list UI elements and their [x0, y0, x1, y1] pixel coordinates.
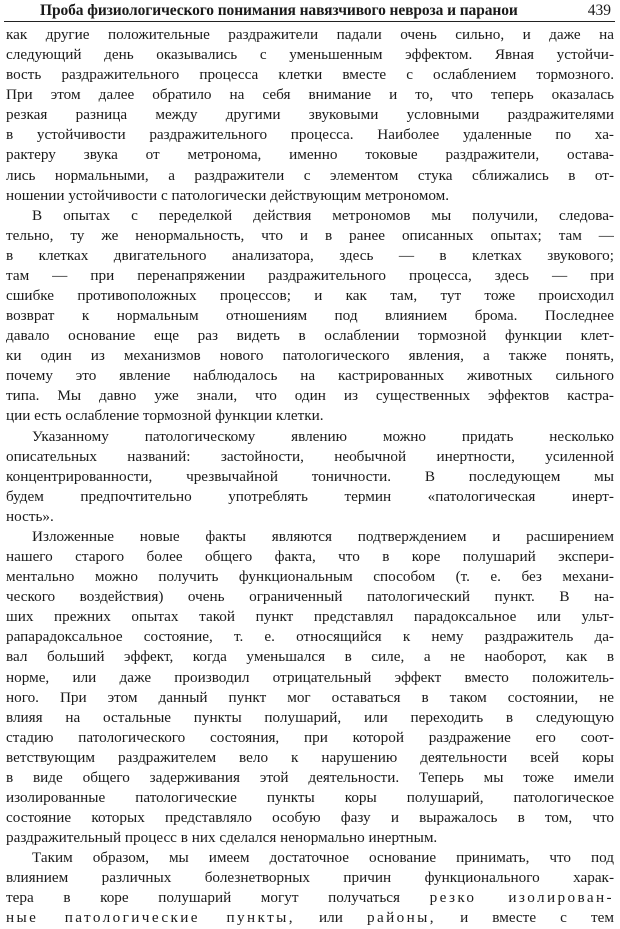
body-text — [6, 25, 614, 929]
text-line: типа. Мы давно уже знали, что один из существенных эффектов кастра- — [6, 387, 614, 405]
text-line: ного. При этом данный пункт мог оставаться в таком состоянии, не — [6, 688, 614, 706]
text-line: Таким образом, мы имеем достаточное основание принимать, что под — [32, 849, 614, 867]
text-line-final-2 — [6, 908, 614, 928]
text-line: описательных названий: застойности, необычной инертности, усиленной — [6, 447, 614, 465]
running-title: Проба физиологического понимания навязчивого невроза и паранои — [40, 2, 518, 19]
text-line-final — [6, 888, 614, 908]
text-line: резкая разница между другими звуковыми условными раздражителями — [6, 106, 614, 124]
text-line: как другие положительные раздражители падали очень сильно, и даже на — [6, 26, 614, 43]
text-line: вость раздражительного процесса клетки вместе с ослаблением тормозного. — [6, 66, 614, 84]
text-line: следующий день оказывались с уменьшенным эффектом. Явная устойчи- — [6, 46, 614, 64]
text-line: возврат к нормальным отношениям под влиянием брома. Последнее — [6, 307, 614, 325]
text-line: рактеру звука от метронома, именно токовые раздражители, остава- — [6, 146, 614, 164]
text-line: ших прежних опытах такой пункт представлял парадоксальное или ульт- — [6, 608, 614, 626]
text-line: Указанному патологическому явлению можно придать несколько — [32, 427, 614, 445]
text-run: и вместе с тем — [435, 909, 614, 927]
text-line: там — при перенапряжении раздражительного процесса, здесь — при — [6, 266, 614, 284]
page-number: 439 — [587, 2, 611, 19]
text-line: При этом далее обратило на себя внимание и то, что теперь оказалась — [6, 86, 614, 104]
text-line: влияя на остальные пункты полушарий, или переходить в следующую — [6, 708, 614, 726]
text-line: ность». — [6, 507, 54, 525]
text-line: В опытах с переделкой действия метрономов мы получили, следова- — [32, 206, 614, 224]
text-line: тельно, ту же ненормальность, что и в ранее описанных опытах; там — — [6, 226, 614, 244]
text-run: тера в коре полушарий могут получаться — [6, 889, 430, 907]
text-line: нашего старого более общего факта, что в коре полушарий экспери- — [6, 548, 614, 566]
text-line: норме, или даже производил отрицательный эффект вместо положитель- — [6, 668, 614, 686]
emphasis-spaced: районы, — [366, 909, 436, 927]
text-line: ческого воздействия) очень ограниченный патологический пункт. В на- — [6, 588, 614, 606]
text-line: ношении устойчивости с патологически действующим метрономом. — [6, 186, 450, 204]
text-line: концентрированности, чрезвычайной тоничности. В последующем мы — [6, 467, 614, 485]
text-line: ментально можно получить функциональным способом (т. е. без механи- — [6, 568, 614, 586]
text-line: давало основание еще раз видеть в ослаблении тормозной функции клет- — [6, 327, 614, 345]
text-line: в клетках двигательного анализатора, здесь — в клетках звукового; — [6, 246, 614, 264]
page-header — [0, 0, 620, 20]
emphasis-spaced: резко изолирован- — [429, 889, 614, 907]
text-line: почему это явление наблюдалось на кастрированных животных сильного — [6, 367, 614, 385]
text-line: Изложенные новые факты являются подтверждением и расширением — [32, 527, 614, 545]
text-line: ветствующим раздражителем вело к нарушению деятельности всей коры — [6, 748, 614, 766]
text-line: изолированные патологические пункты коры полушарий, патологическое — [6, 788, 614, 806]
text-line: сшибке противоположных процессов; и как там, тут тоже происходил — [6, 287, 614, 305]
text-line: будем предпочтительно употреблять термин «патологическая инерт- — [6, 487, 614, 505]
text-line: вал больший эффект, когда уменьшался в силе, а не наоборот, как в — [6, 648, 614, 666]
text-run: или — [294, 909, 367, 927]
text-line: ции есть ослабление тормозной функции клетки. — [6, 407, 324, 425]
text-line: рапарадоксальное состояние, т. е. относящийся к нему раздражитель да- — [6, 628, 614, 646]
text-line: раздражительный процесс в них сделался ненормально инертным. — [6, 829, 438, 847]
text-line: ки один из механизмов нового патологического явления, а также понять, — [6, 347, 614, 365]
text-line: стадию патологического состояния, при которой раздражение его соот- — [6, 728, 614, 746]
text-line: в виде общего задерживания этой деятельности. Теперь мы тоже имели — [6, 768, 614, 786]
text-line: в устойчивости раздражительного процесса. Наиболее удаленные по ха- — [6, 126, 614, 144]
text-line: влиянием различных болезнетворных причин функционального харак- — [6, 869, 614, 887]
text-line: лись нормальными, а раздражители с элементом стука сближались в от- — [6, 166, 614, 184]
emphasis-spaced: ные патологические пункты, — [6, 909, 295, 927]
text-line: состояние которых представляло особую фазу и выражалось в том, что — [6, 809, 614, 827]
header-rule — [4, 21, 615, 22]
